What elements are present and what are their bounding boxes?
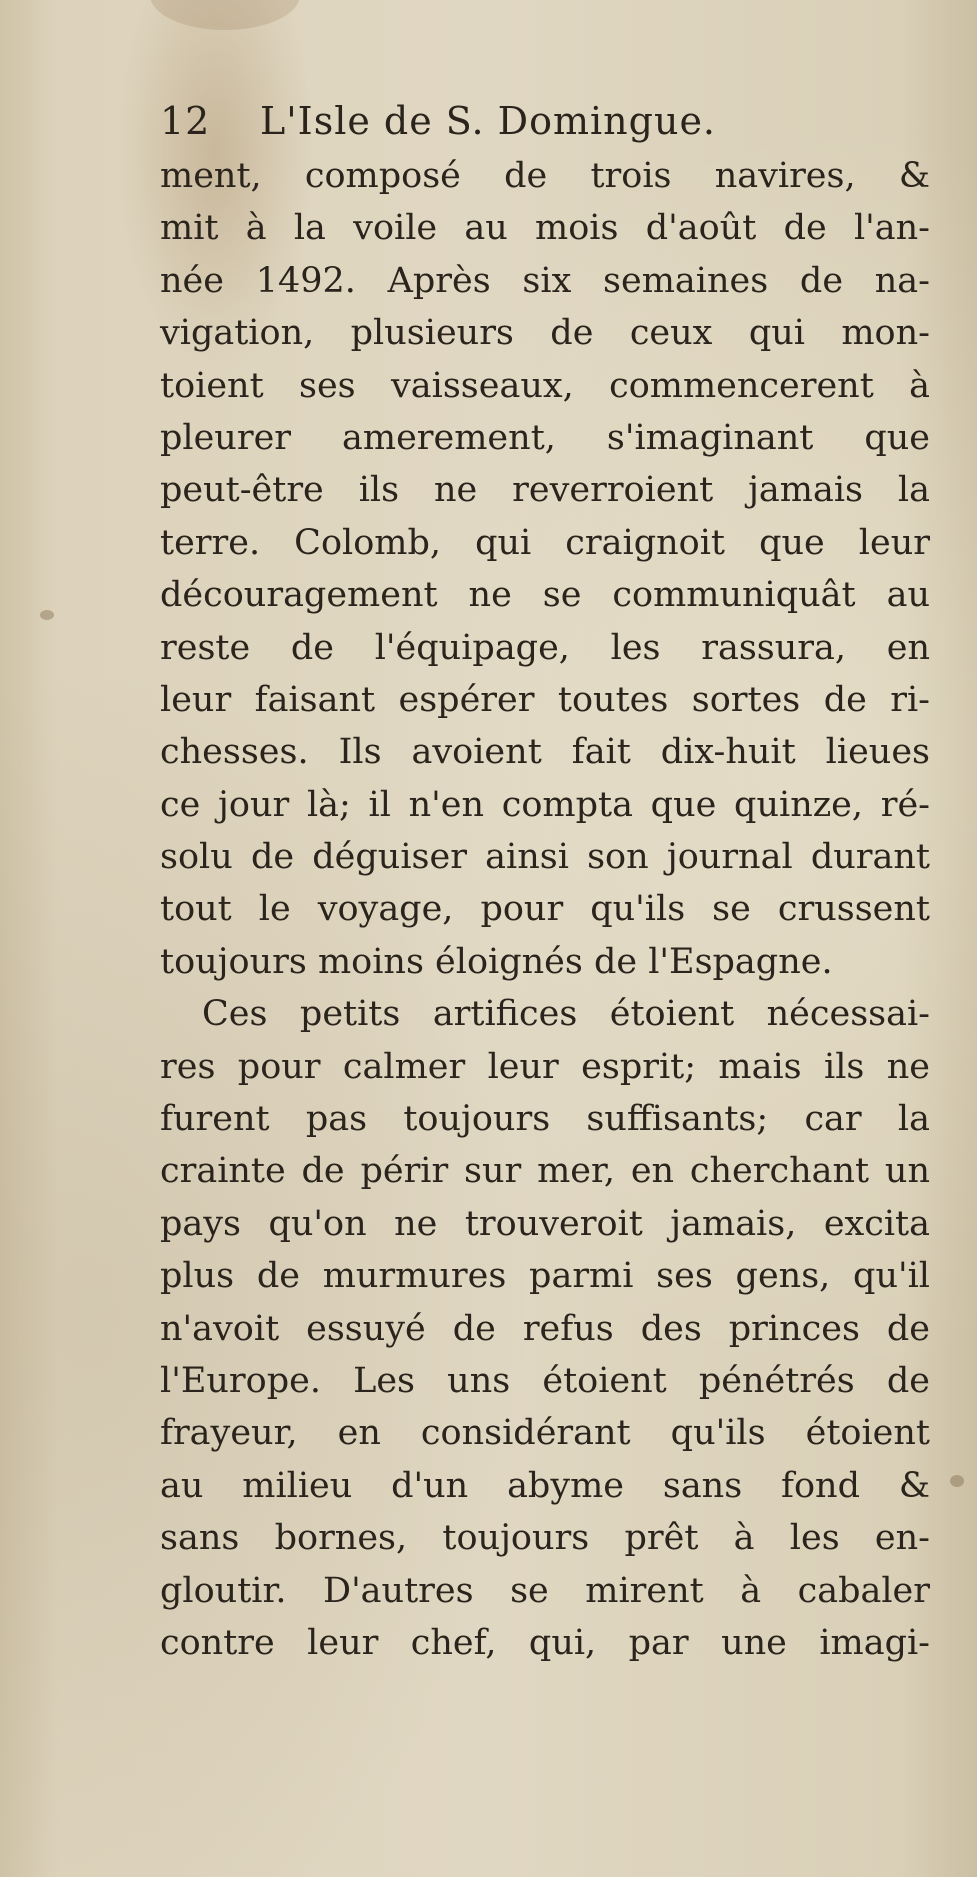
text-line: pleurer amerement, s'imaginant que xyxy=(160,417,930,458)
text-line: pays qu'on ne trouveroit jamais, excita xyxy=(160,1203,930,1244)
text-line: Ces petits artifices étoient nécessai- xyxy=(202,994,930,1035)
page-number: 12 xyxy=(160,99,211,143)
text-line: res pour calmer leur esprit; mais ils ne xyxy=(160,1046,930,1087)
text-line: furent pas toujours suffisants; car la xyxy=(160,1099,930,1140)
running-head xyxy=(160,92,930,150)
text-line: mit à la voile au mois d'août de l'an- xyxy=(160,208,930,249)
text-line: peut-être ils ne reverroient jamais la xyxy=(160,470,930,511)
text-line: au milieu d'un abyme sans fond & xyxy=(160,1465,930,1506)
text-line: née 1492. Après six semaines de na- xyxy=(160,260,930,301)
text-line: n'avoit essuyé de refus des princes de xyxy=(160,1308,930,1349)
text-line: toujours moins éloignés de l'Espagne. xyxy=(160,941,833,982)
paper-stain xyxy=(150,0,300,30)
text-line: frayeur, en considérant qu'ils étoient xyxy=(160,1413,930,1454)
text-line: leur faisant espérer toutes sortes de ri- xyxy=(160,679,930,720)
text-line: sans bornes, toujours prêt à les en- xyxy=(160,1518,930,1559)
text-line: ce jour là; il n'en compta que quinze, ré- xyxy=(160,784,930,825)
text-line: ment, composé de trois navires, & xyxy=(160,156,930,196)
running-title: L'Isle de S. Domingue. xyxy=(260,99,717,143)
paper-stain xyxy=(40,610,54,620)
text-line: solu de déguiser ainsi son journal durant xyxy=(160,837,930,878)
text-line: reste de l'équipage, les rassura, en xyxy=(160,627,930,668)
text-line: découragement ne se communiquât au xyxy=(160,575,930,616)
text-line: tout le voyage, pour qu'ils se crussent xyxy=(160,889,930,930)
text-line: gloutir. D'autres se mirent à cabaler xyxy=(160,1570,930,1611)
text-line: chesses. Ils avoient fait dix-huit lieues xyxy=(160,732,930,773)
text-line: crainte de périr sur mer, en cherchant un xyxy=(160,1151,930,1192)
text-line: vigation, plusieurs de ceux qui mon- xyxy=(160,313,930,354)
text-block xyxy=(160,92,930,1669)
text-line: l'Europe. Les uns étoient pénétrés de xyxy=(160,1360,930,1401)
text-line: terre. Colomb, qui craignoit que leur xyxy=(160,522,930,563)
text-line: contre leur chef, qui, par une imagi- xyxy=(160,1622,930,1663)
paper-stain xyxy=(950,1475,964,1487)
text-line: plus de murmures parmi ses gens, qu'il xyxy=(160,1256,930,1297)
text-line: toient ses vaisseaux, commencerent à xyxy=(160,365,930,406)
